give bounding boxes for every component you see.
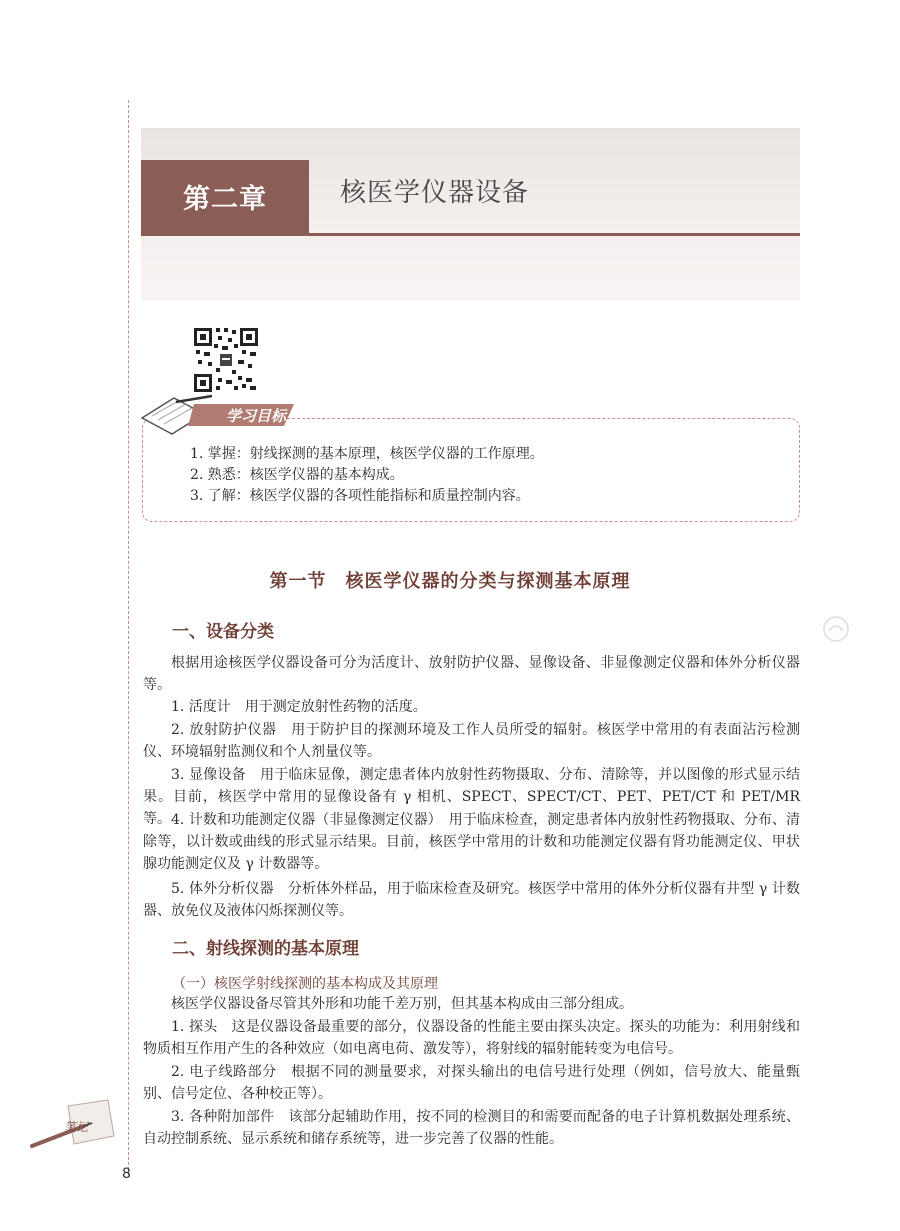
paragraph: 5. 体外分析仪器 分析体外样品，用于临床检查及研究。核医学中常用的体外分析仪器有井型 γ 计数器、放免仪及液体闪烁探测仪等。 <box>143 881 800 919</box>
paragraph: 3. 显像设备 用于临床显像，测定患者体内放射性药物摄取、分布、清除等，并以图像的形式显示结果。目前，核医学中常用的显像设备有 γ 相机、SPECT、SPECT/CT、PET、PET/CT 和 PET/MR 等。 <box>143 767 800 827</box>
chapter-rule <box>141 233 800 236</box>
chapter-number-label: 第二章 <box>183 184 267 215</box>
section-title: 第一节 核医学仪器的分类与探测基本原理 <box>269 571 631 592</box>
list-item: 2. 熟悉：核医学仪器的基本构成。 <box>190 467 404 483</box>
list-item: 3. 了解：核医学仪器的各项性能指标和质量控制内容。 <box>190 488 530 504</box>
paragraph: 3. 各种附加部件 该部分起辅助作用，按不同的检测目的和需要而配备的电子计算机数据处理系统、自动控制系统、显示系统和储存系统等，进一步完善了仪器的性能。 <box>143 1109 800 1147</box>
page-number: 8 <box>122 1166 131 1182</box>
side-mark-icon <box>822 615 850 643</box>
paragraph: 2. 电子线路部分 根据不同的测量要求，对探头输出的电信号进行处理（例如，信号放大、能量甄别、信号定位、各种校正等）。 <box>143 1064 800 1102</box>
paragraph: 1. 探头 这是仪器设备最重要的部分，仪器设备的性能主要由探头决定。探头的功能为：利用射线和物质相互作用产生的各种效应（如电离电荷、激发等），将射线的辐射能转变为电信号。 <box>143 1019 800 1057</box>
margin-dashed-line <box>128 100 129 1175</box>
paragraph: 1. 活度计 用于测定放射性药物的活度。 <box>171 699 427 715</box>
paragraph: 根据用途核医学仪器设备可分为活度计、放射防护仪器、显像设备、非显像测定仪器和体外分析仪器等。 <box>143 655 800 693</box>
list-item: 1. 掌握：射线探测的基本原理，核医学仪器的工作原理。 <box>190 446 544 462</box>
objectives-list <box>190 444 544 507</box>
paragraph: 2. 放射防护仪器 用于防护目的探测环境及工作人员所受的辐射。核医学中常用的有表面沾污检测仪、环境辐射监测仪和个人剂量仪等。 <box>143 722 800 760</box>
paragraph: 核医学仪器设备尽管其外形和功能千差万别，但其基本构成由三部分组成。 <box>171 996 633 1012</box>
heading-device-classification: 一、设备分类 <box>172 622 274 642</box>
subheading-basic-structure: （一）核医学射线探测的基本构成及其原理 <box>172 976 438 992</box>
notes-label: 笔记 <box>64 1120 89 1134</box>
chapter-number-box <box>141 160 309 233</box>
qr-code-icon[interactable] <box>192 318 260 394</box>
objectives-badge: 学习目标 <box>226 407 287 425</box>
paragraph: 4. 计数和功能测定仪器（非显像测定仪器） 用于临床检查，测定患者体内放射性药物摄取、分布、清除等，以计数或曲线的形式显示结果。目前，核医学中常用的计数和功能测定仪器有肾功能测定仪、甲状腺功能测定仪及 γ 计数器等。 <box>143 812 800 872</box>
heading-detection-principle: 二、射线探测的基本原理 <box>172 939 359 959</box>
chapter-title: 核医学仪器设备 <box>340 178 530 208</box>
